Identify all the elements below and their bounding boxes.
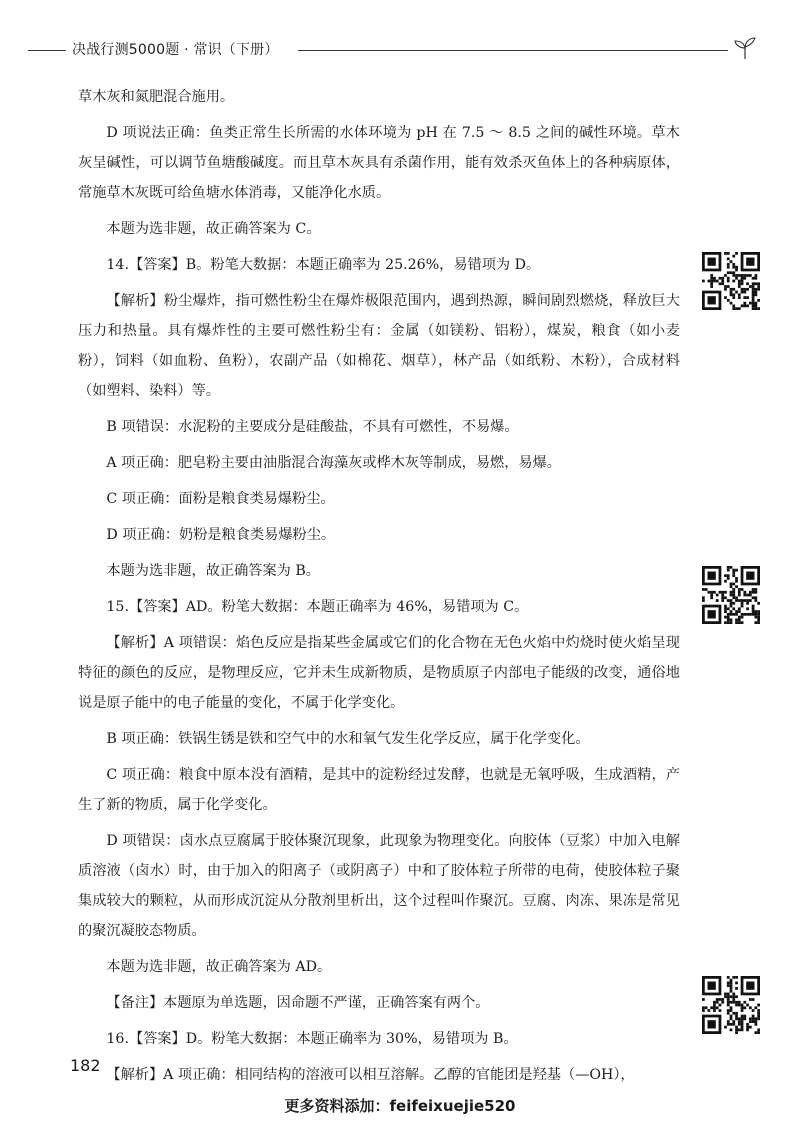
book-title: 决战行测5000题 · 常识（下册） xyxy=(72,42,279,58)
paragraph: D 项正确：奶粉是粮食类易爆粉尘。 xyxy=(106,527,336,543)
page-number: 182 xyxy=(70,1056,101,1075)
paragraph: B 项正确：铁锅生锈是铁和空气中的水和氧气发生化学反应，属于化学变化。 xyxy=(106,731,590,747)
qr-code-icon[interactable] xyxy=(702,976,760,1034)
note-paragraph: 【备注】本题原为单选题，因命题不严谨，正确答案有两个。 xyxy=(106,995,490,1011)
analysis-paragraph: 【解析】粉尘爆炸，指可燃性粉尘在爆炸极限范围内，遇到热源，瞬间剧烈燃烧，释放巨大压力和热量。具有爆炸性的主要可燃性粉尘有：金属（如镁粉、铝粉），煤炭，粮食（如小麦粉），饲料（如血粉、鱼粉），农副产品（如棉花、烟草），林产品（如纸粉、木粉），合成材料（如塑料、染料）等。 xyxy=(78,293,680,399)
analysis-paragraph: 【解析】A 项正确：相同结构的溶液可以相互溶解。乙醇的官能团是羟基（—OH）， xyxy=(106,1067,635,1083)
paragraph: 草木灰和氮肥混合施用。 xyxy=(78,89,235,105)
paragraph: B 项错误：水泥粉的主要成分是硅酸盐，不具有可燃性，不易爆。 xyxy=(106,419,519,435)
paragraph: 本题为选非题，故正确答案为 B。 xyxy=(106,563,320,579)
paragraph: C 项正确：面粉是粮食类易爆粉尘。 xyxy=(106,491,335,507)
analysis-paragraph: 【解析】A 项错误：焰色反应是指某些金属或它们的化合物在无色火焰中灼烧时使火焰呈现特征的颜色的反应，是物理反应，它并未生成新物质，是物质原子内部电子能级的改变，通俗地说是原子能中的电子能量的变化，不属于化学变化。 xyxy=(78,635,680,711)
footer-note: 更多资料添加：feifeixuejie520 xyxy=(284,1097,516,1115)
qr-code-icon[interactable] xyxy=(702,252,760,310)
paragraph: C 项正确：粮食中原本没有酒精，是其中的淀粉经过发酵，也就是无氧呼吸，生成酒精，产生了新的物质，属于化学变化。 xyxy=(78,767,680,813)
qr-code-icon[interactable] xyxy=(702,566,760,624)
answer-line: 14.【答案】B。粉笔大数据：本题正确率为 25.26%，易错项为 D。 xyxy=(106,257,541,273)
paragraph: 本题为选非题，故正确答案为 C。 xyxy=(106,221,321,237)
answer-line: 16.【答案】D。粉笔大数据：本题正确率为 30%，易错项为 B。 xyxy=(106,1031,518,1047)
paragraph: 本题为选非题，故正确答案为 AD。 xyxy=(106,959,332,975)
paragraph: D 项说法正确：鱼类正常生长所需的水体环境为 pH 在 7.5 ～ 8.5 之间的碱性环境。草木灰呈碱性，可以调节鱼塘酸碱度。而且草木灰具有杀菌作用，能有效杀灭鱼体上的各种病原体，常施草木灰既可给鱼塘水体消毒，又能净化水质。 xyxy=(78,125,680,201)
sprout-icon xyxy=(732,36,758,60)
running-header xyxy=(0,36,800,66)
body-text xyxy=(78,82,680,1096)
header-rule-right xyxy=(298,50,728,51)
paragraph: D 项错误：卤水点豆腐属于胶体聚沉现象，此现象为物理变化。向胶体（豆浆）中加入电解质溶液（卤水）时，由于加入的阳离子（或阴离子）中和了胶体粒子所带的电荷，使胶体粒子聚集成较大的颗粒，从而形成沉淀从分散剂里析出，这个过程叫作聚沉。豆腐、肉冻、果冻是常见的聚沉凝胶态物质。 xyxy=(78,833,680,939)
paragraph: A 项正确：肥皂粉主要由油脂混合海藻灰或桦木灰等制成，易燃，易爆。 xyxy=(106,455,561,471)
header-rule-left xyxy=(28,50,66,51)
answer-line: 15.【答案】AD。粉笔大数据：本题正确率为 46%，易错项为 C。 xyxy=(106,599,529,615)
